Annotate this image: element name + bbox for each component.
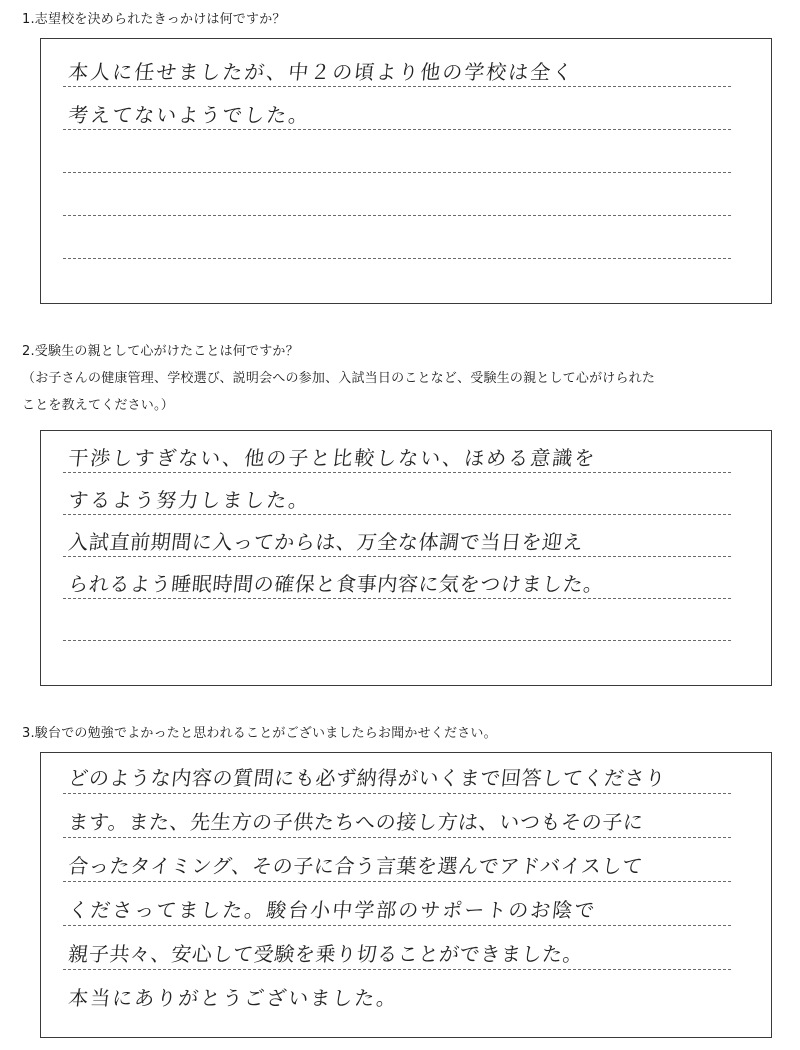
answer-3-line-5: 親子共々、安心して受験を乗り切ることができました。 <box>67 942 585 966</box>
answer-3-rule-4 <box>63 925 731 926</box>
answer-3-rule-3 <box>63 881 731 882</box>
answer-box-1 <box>40 38 772 304</box>
answer-3-line-6: 本当にありがとうございました。 <box>67 986 400 1010</box>
answer-2-rule-4 <box>63 598 731 599</box>
answer-box-2 <box>40 430 772 686</box>
question-3: 3.駿台での勉強でよかったと思われることがございましたらお聞かせください。 <box>22 726 497 741</box>
answer-1-line-2: 考えてないようでした。 <box>67 103 312 127</box>
question-2: 2.受験生の親として心がけたことは何ですか？ <box>22 344 299 359</box>
answer-2-line-4: られるよう睡眠時間の確保と食事内容に気をつけました。 <box>67 572 606 596</box>
question-2-note-line-2: ことを教えてください。） <box>22 398 174 413</box>
answer-3-line-1: どのような内容の質問にも必ず納得がいくまで回答してくださり <box>67 766 668 790</box>
answer-2-line-3: 入試直前期間に入ってからは、万全な体調で当日を迎え <box>67 530 585 554</box>
answer-1-rule-2 <box>63 129 731 130</box>
answer-3-line-4: くださってました。駿台小中学部のサポートのお陰で <box>67 898 598 922</box>
answer-1-line-1: 本人に任せましたが、中２の頃より他の学校は全く <box>67 60 576 84</box>
answer-1-rule-1 <box>63 86 731 87</box>
answer-2-rule-1 <box>63 472 731 473</box>
answer-3-rule-2 <box>63 837 731 838</box>
answer-2-line-1: 干渉しすぎない、他の子と比較しない、ほめる意識を <box>67 446 598 470</box>
answer-1-rule-3 <box>63 172 731 173</box>
answer-2-rule-5 <box>63 640 731 641</box>
answer-2-line-2: するよう努力しました。 <box>67 488 312 512</box>
question-2-note-line-1: （お子さんの健康管理、学校選び、説明会への参加、入試当日のことなど、受験生の親として心がけられた <box>22 371 656 386</box>
answer-2-rule-3 <box>63 556 731 557</box>
answer-3-line-3: 合ったタイミング、その子に合う言葉を選んでアドバイスして <box>67 854 645 878</box>
answer-2-rule-2 <box>63 514 731 515</box>
answer-3-rule-1 <box>63 793 731 794</box>
answer-1-rule-4 <box>63 215 731 216</box>
question-1: 1.志望校を決められたきっかけは何ですか？ <box>22 12 286 27</box>
answer-box-3 <box>40 752 772 1038</box>
answer-3-line-2: ます。また、先生方の子供たちへの接し方は、いつもその子に <box>67 810 645 834</box>
answer-1-rule-5 <box>63 258 731 259</box>
answer-3-rule-5 <box>63 969 731 970</box>
